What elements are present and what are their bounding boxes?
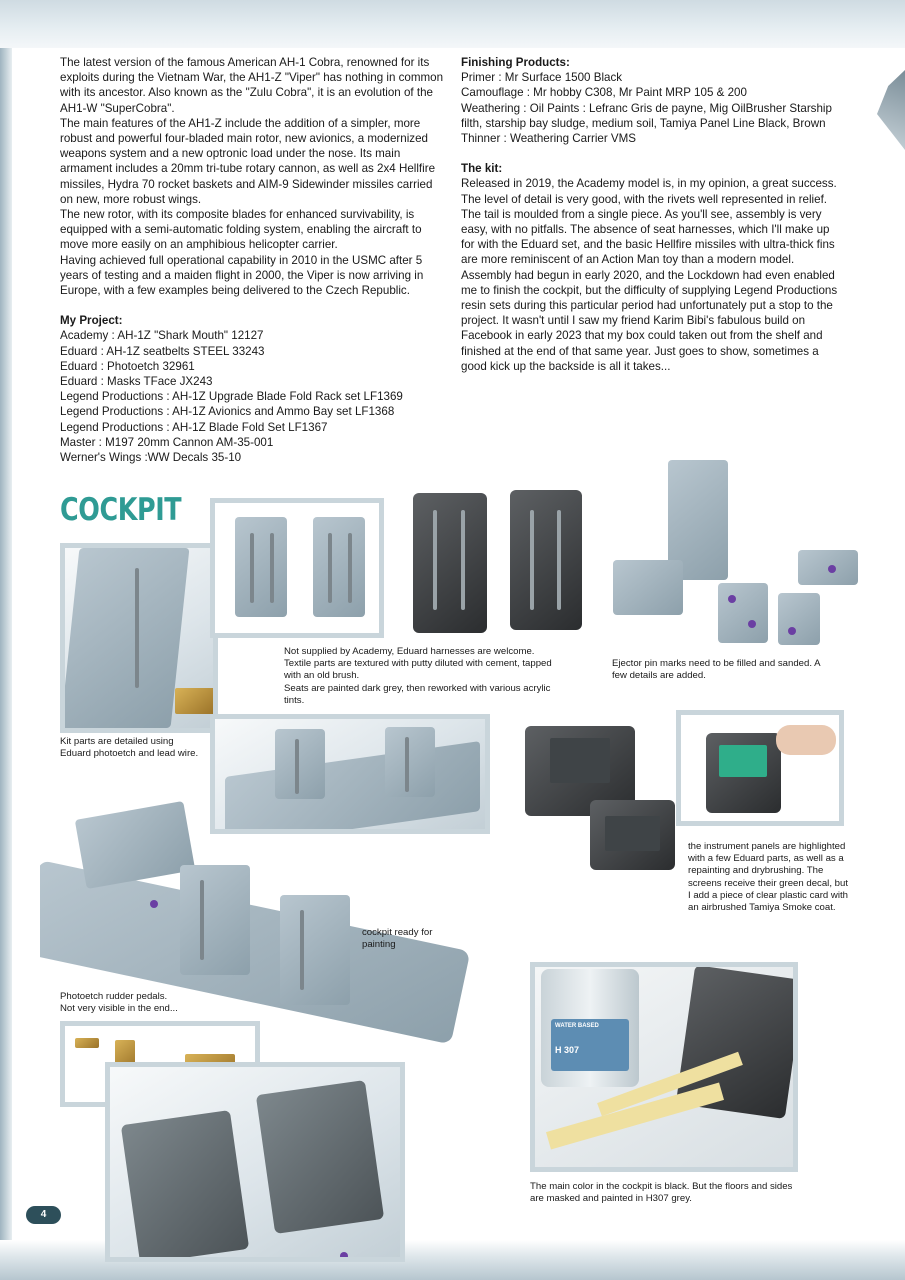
main-color-caption: The main color in the cockpit is black. But the floors and sides are masked and painted in H307 grey. [530,1181,793,1205]
harness-strap [461,510,465,610]
dark-seat-part [413,493,487,633]
photoetch-panel [175,688,215,714]
harness-strap [200,880,204,960]
helicopter-edge-graphic [877,70,905,150]
masked-cockpit-photo [530,962,798,1172]
ejector-pin-mark [828,565,836,573]
nose-part [75,801,195,889]
cockpit-tub-part [61,548,190,728]
intro-paragraph: The main features of the AH1-Z include the addition of a simpler, more robust and powerful four-bladed main rotor, new avionics, a modernized weapons system and a new optronic load under the nose. Its main armament includes a 20mm tri-tube rotary cannon, as well as 2x4 Hellfire missiles, Hydra 70 rocket baskets and AIM-9 Sidewinder missiles carried on new, more robust wings. [60,116,436,206]
intro-paragraph: The latest version of the famous American AH-1 Cobra, renowned for its exploits during the Vietnam War, the AH1-Z "Viper" has nothing in common with its ancestor. Also known as the "Zulu Cobra", it is an evolution of the AH1-W "SuperCobra". [60,56,444,115]
instrument-panel-photo [505,708,677,876]
finishing-column [461,55,846,374]
finishing-item: Primer : Mr Surface 1500 Black [461,71,623,85]
rear-seat-part [280,895,350,1005]
kit-heading: The kit: [461,162,503,176]
kit-text: Released in 2019, the Academy model is, in my opinion, a great success. The level of detail is very good, with the rivets well represented in relief. The tail is moulded from a single piece. As you'll see, assembly is very easy, with no pitfalls. The absence of seat harnesses, which I'll make up for with the Eduard set, and the basic Hellfire missiles with ultra-thick fins are more reminiscent of an Action Man toy than a modern model. Assembly had begun in early 2020, and the Lockdown had even enabled me to finish the cockpit, but the difficulty of supplying Legend Productions resin sets during this particular period had unfortunately put a stop to the project. It wasn't until I saw my friend Karim Bibi's fabulous build on Facebook in early 2023 that my box could taken out from the shelf and finished at the end of that same year. Just goes to show, sometimes a good kick up the backside is all it takes... [461,177,838,373]
paint-jar [541,969,639,1087]
cockpit-side-part [40,860,470,1044]
ejector-pin-mark [150,900,158,908]
project-heading: My Project: [60,314,123,328]
project-item: Legend Productions : AH-1Z Avionics and Ammo Bay set LF1368 [60,405,395,419]
panel-part [778,593,820,645]
seat-part [313,517,365,617]
project-item: Eduard : Masks TFace JX243 [60,375,213,389]
harness-strap [405,737,409,792]
finger [776,725,836,755]
jar-label-text: WATER BASED [555,1023,599,1029]
top-background-band [0,0,905,48]
finishing-heading: Finishing Products: [461,56,570,69]
project-item: Eduard : Photoetch 32961 [60,359,195,373]
harness-strap [557,510,561,610]
dark-seat-part [510,490,582,630]
project-item: Eduard : AH-1Z seatbelts STEEL 33243 [60,344,265,358]
harness-caption: Not supplied by Academy, Eduard harnesses are welcome. Textile parts are textured with putty diluted with cement, tapped with an old brush. Seats are painted dark grey, then reworked with various acrylic tints. [284,646,552,706]
painted-seats-photo [395,485,591,640]
mfd-screen [550,738,610,783]
seat-harness-photo [210,498,384,638]
intro-paragraph: The new rotor, with its composite blades for enhanced survivability, is equipped with a semi-automatic folding system, enabling the aircraft to move more easily on an amphibious helicopter carrier. [60,208,422,252]
intro-column [60,55,446,465]
harness-strap [328,533,332,603]
kit-parts-photo [60,543,218,733]
seat-part [385,727,435,797]
finishing-item: Thinner : Weathering Carrier VMS [461,132,637,146]
ejector-pin-mark [748,620,756,628]
harness-strap [270,533,274,603]
intro-paragraph: Having achieved full operational capability in 2010 in the USMC after 5 years of testing and a maiden flight in 2000, the Viper is now arriving in Europe, with a few examples being delivered to the Czech Republic. [60,253,424,298]
jar-code: H 307 [555,1045,580,1055]
harness-strap [295,739,299,794]
finishing-item: Camouflage : Mr hobby C308, Mr Paint MRP 105 & 200 [461,86,747,100]
ejector-pin-mark [788,627,796,635]
harness-strap [300,910,304,990]
seat-part [121,1110,249,1262]
project-item: Master : M197 20mm Cannon AM-35-001 [60,435,274,449]
ejector-pin-photo [608,455,870,655]
left-background-band [0,48,12,1280]
project-item: Legend Productions : AH-1Z Upgrade Blade Fold Rack set LF1369 [60,390,403,404]
seat-part [275,729,325,799]
harness-strap [250,533,254,603]
ejector-caption: Ejector pin marks need to be filled and sanded. A few details are added. [612,658,820,682]
screen-decal-photo [676,710,844,826]
seat-part [256,1080,384,1234]
front-seat-part [180,865,250,975]
project-item: Legend Productions : AH-1Z Blade Fold Set LF1367 [60,420,328,434]
jar-label [551,1019,629,1071]
ejector-pin-mark [728,595,736,603]
mfd-screen [605,816,660,851]
green-screen [719,745,767,777]
pedals-caption: Photoetch rudder pedals. Not very visible in the end... [60,991,178,1015]
harness-strap [348,533,352,603]
page-number-badge: 4 [26,1206,61,1224]
instrument-caption: the instrument panels are highlighted with a few Eduard parts, as well as a repainting and drybrushing. The screens receive their green decal, but I add a piece of clear plastic card with an airbrushed Tamiya Smoke coat. [688,841,848,914]
harness-strap [433,510,437,610]
painted-cockpit-photo [105,1062,405,1262]
project-item: Academy : AH-1Z "Shark Mouth" 12127 [60,329,264,343]
lead-wire [135,568,139,688]
harness-strap [530,510,534,610]
cockpit-ready-caption: cockpit ready for painting [362,927,433,951]
panel-part [718,583,768,643]
pedal-part [75,1038,99,1048]
cockpit-section-title: COCKPIT [60,492,182,528]
project-item: Werner's Wings :WW Decals 35-10 [60,451,242,465]
finishing-item: Weathering : Oil Paints : Lefranc Gris de payne, Mig OilBrusher Starship filth, starship bay sludge, medium soil, Tamiya Panel Line Black, Brown [461,101,832,130]
seat-part [235,517,287,617]
ejector-pin-mark [340,1252,348,1260]
panel-part [613,560,683,615]
kit-parts-caption: Kit parts are detailed using Eduard photoetch and lead wire. [60,736,199,760]
